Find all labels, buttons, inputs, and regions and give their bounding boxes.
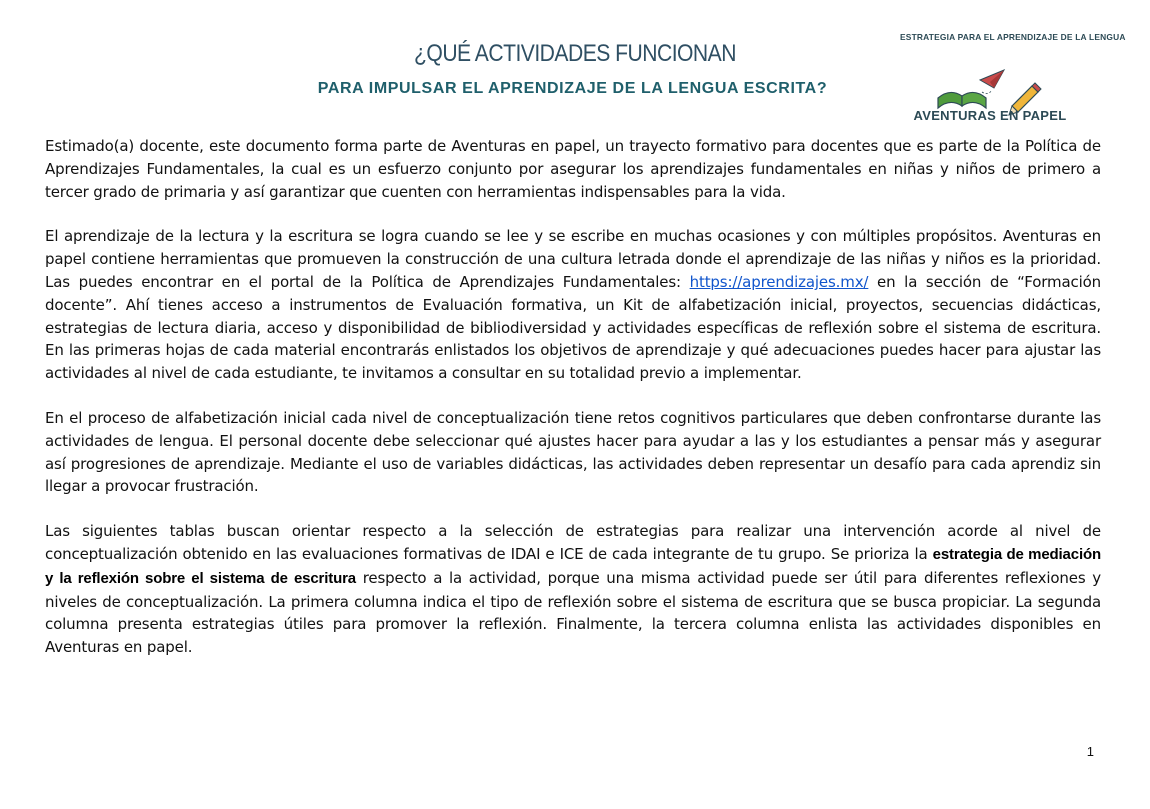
mediation-strategy-emphasis: estrategia de mediación y la reflexión sobre el sistema de escritura	[45, 545, 1101, 587]
book-icon	[938, 92, 986, 108]
tables-guidance-paragraph	[45, 520, 1101, 659]
resources-paragraph	[45, 225, 1101, 385]
aventuras-en-papel-logo	[900, 32, 1126, 130]
page-subtitle: PARA IMPULSAR EL APRENDIZAJE DE LA LENGUA ESCRITA?	[317, 80, 828, 97]
tables-guidance-text-start: Las siguientes tablas buscan orientar respecto a la selección de estrategias para realizar una intervención acorde al nivel de conceptualización obtenido en las evaluaciones formativas de IDAI e ICE de cada integrante de tu grupo. Se prioriza la	[45, 522, 1101, 563]
page-title: ¿QUÉ ACTIVIDADES FUNCIONAN	[414, 40, 736, 67]
conceptualization-paragraph	[45, 407, 1101, 498]
intro-paragraph	[45, 135, 1101, 203]
logo-caption: AVENTURAS EN PAPEL	[913, 108, 1067, 123]
resources-text-start: El aprendizaje de la lectura y la escritura se logra cuando se lee y se escribe en muchas ocasiones y con múltiples propósitos. Aventuras en papel contiene herramientas que promueven la construcción de una cultura letrada donde el aprendizaje de las niñas y niños es la prioridad. Las puedes encontrar en el portal de la Política de Aprendizajes Fundamentales:	[45, 227, 1101, 291]
paper-plane-icon	[980, 70, 1004, 94]
page-header	[0, 0, 1150, 130]
logo-arc-text: ESTRATEGIA PARA EL APRENDIZAJE DE LA LENGUA	[900, 32, 1126, 42]
aprendizajes-link[interactable]: https://aprendizajes.mx/	[689, 272, 869, 291]
tables-guidance-text-end: respecto a la actividad, porque una misma actividad puede ser útil para diferentes reflexiones y niveles de conceptualización. La primera columna indica el tipo de reflexión sobre el sistema de escritura que se busca propiciar. La segunda columna presenta estrategias útiles para promover la reflexión. Finalmente, la tercera columna enlista las actividades disponibles en Aventuras en papel.	[45, 568, 1102, 657]
conceptualization-text: En el proceso de alfabetización inicial cada nivel de conceptualización tiene retos cognitivos particulares que deben confrontarse durante las actividades de lengua. El personal docente debe seleccionar qué ajustes hacer para ayudar a las y los estudiantes a pensar más y asegurar así progresiones de aprendizaje. Mediante el uso de variables didácticas, las actividades deben representar un desafío para cada aprendiz sin llegar a provocar frustración.	[45, 408, 1101, 496]
document-body	[45, 135, 1101, 681]
intro-text: Estimado(a) docente, este documento forma parte de Aventuras en papel, un trayecto formativo para docentes que es parte de la Política de Aprendizajes Fundamentales, la cual es un esfuerzo conjunto por asegurar los aprendizajes fundamentales en niñas y niños de primero a tercer grado de primaria y así garantizar que cuenten con herramientas indispensables para la vida.	[45, 137, 1101, 201]
resources-text-end: en la sección de “Formación docente”. Ahí tienes acceso a instrumentos de Evaluación formativa, un Kit de alfabetización inicial, proyectos, secuencias didácticas, estrategias de lectura diaria, acceso y disponibilidad de bibliodiversidad y actividades específicas de reflexión sobre el sistema de escritura. En las primeras hojas de cada material encontrarás enlistados los objetivos de aprendizaje y qué adecuaciones puedes hacer para ajustar las actividades al nivel de cada estudiante, te invitamos a consultar en su totalidad previo a implementar.	[45, 272, 1102, 383]
page-number: 1	[1086, 744, 1094, 759]
